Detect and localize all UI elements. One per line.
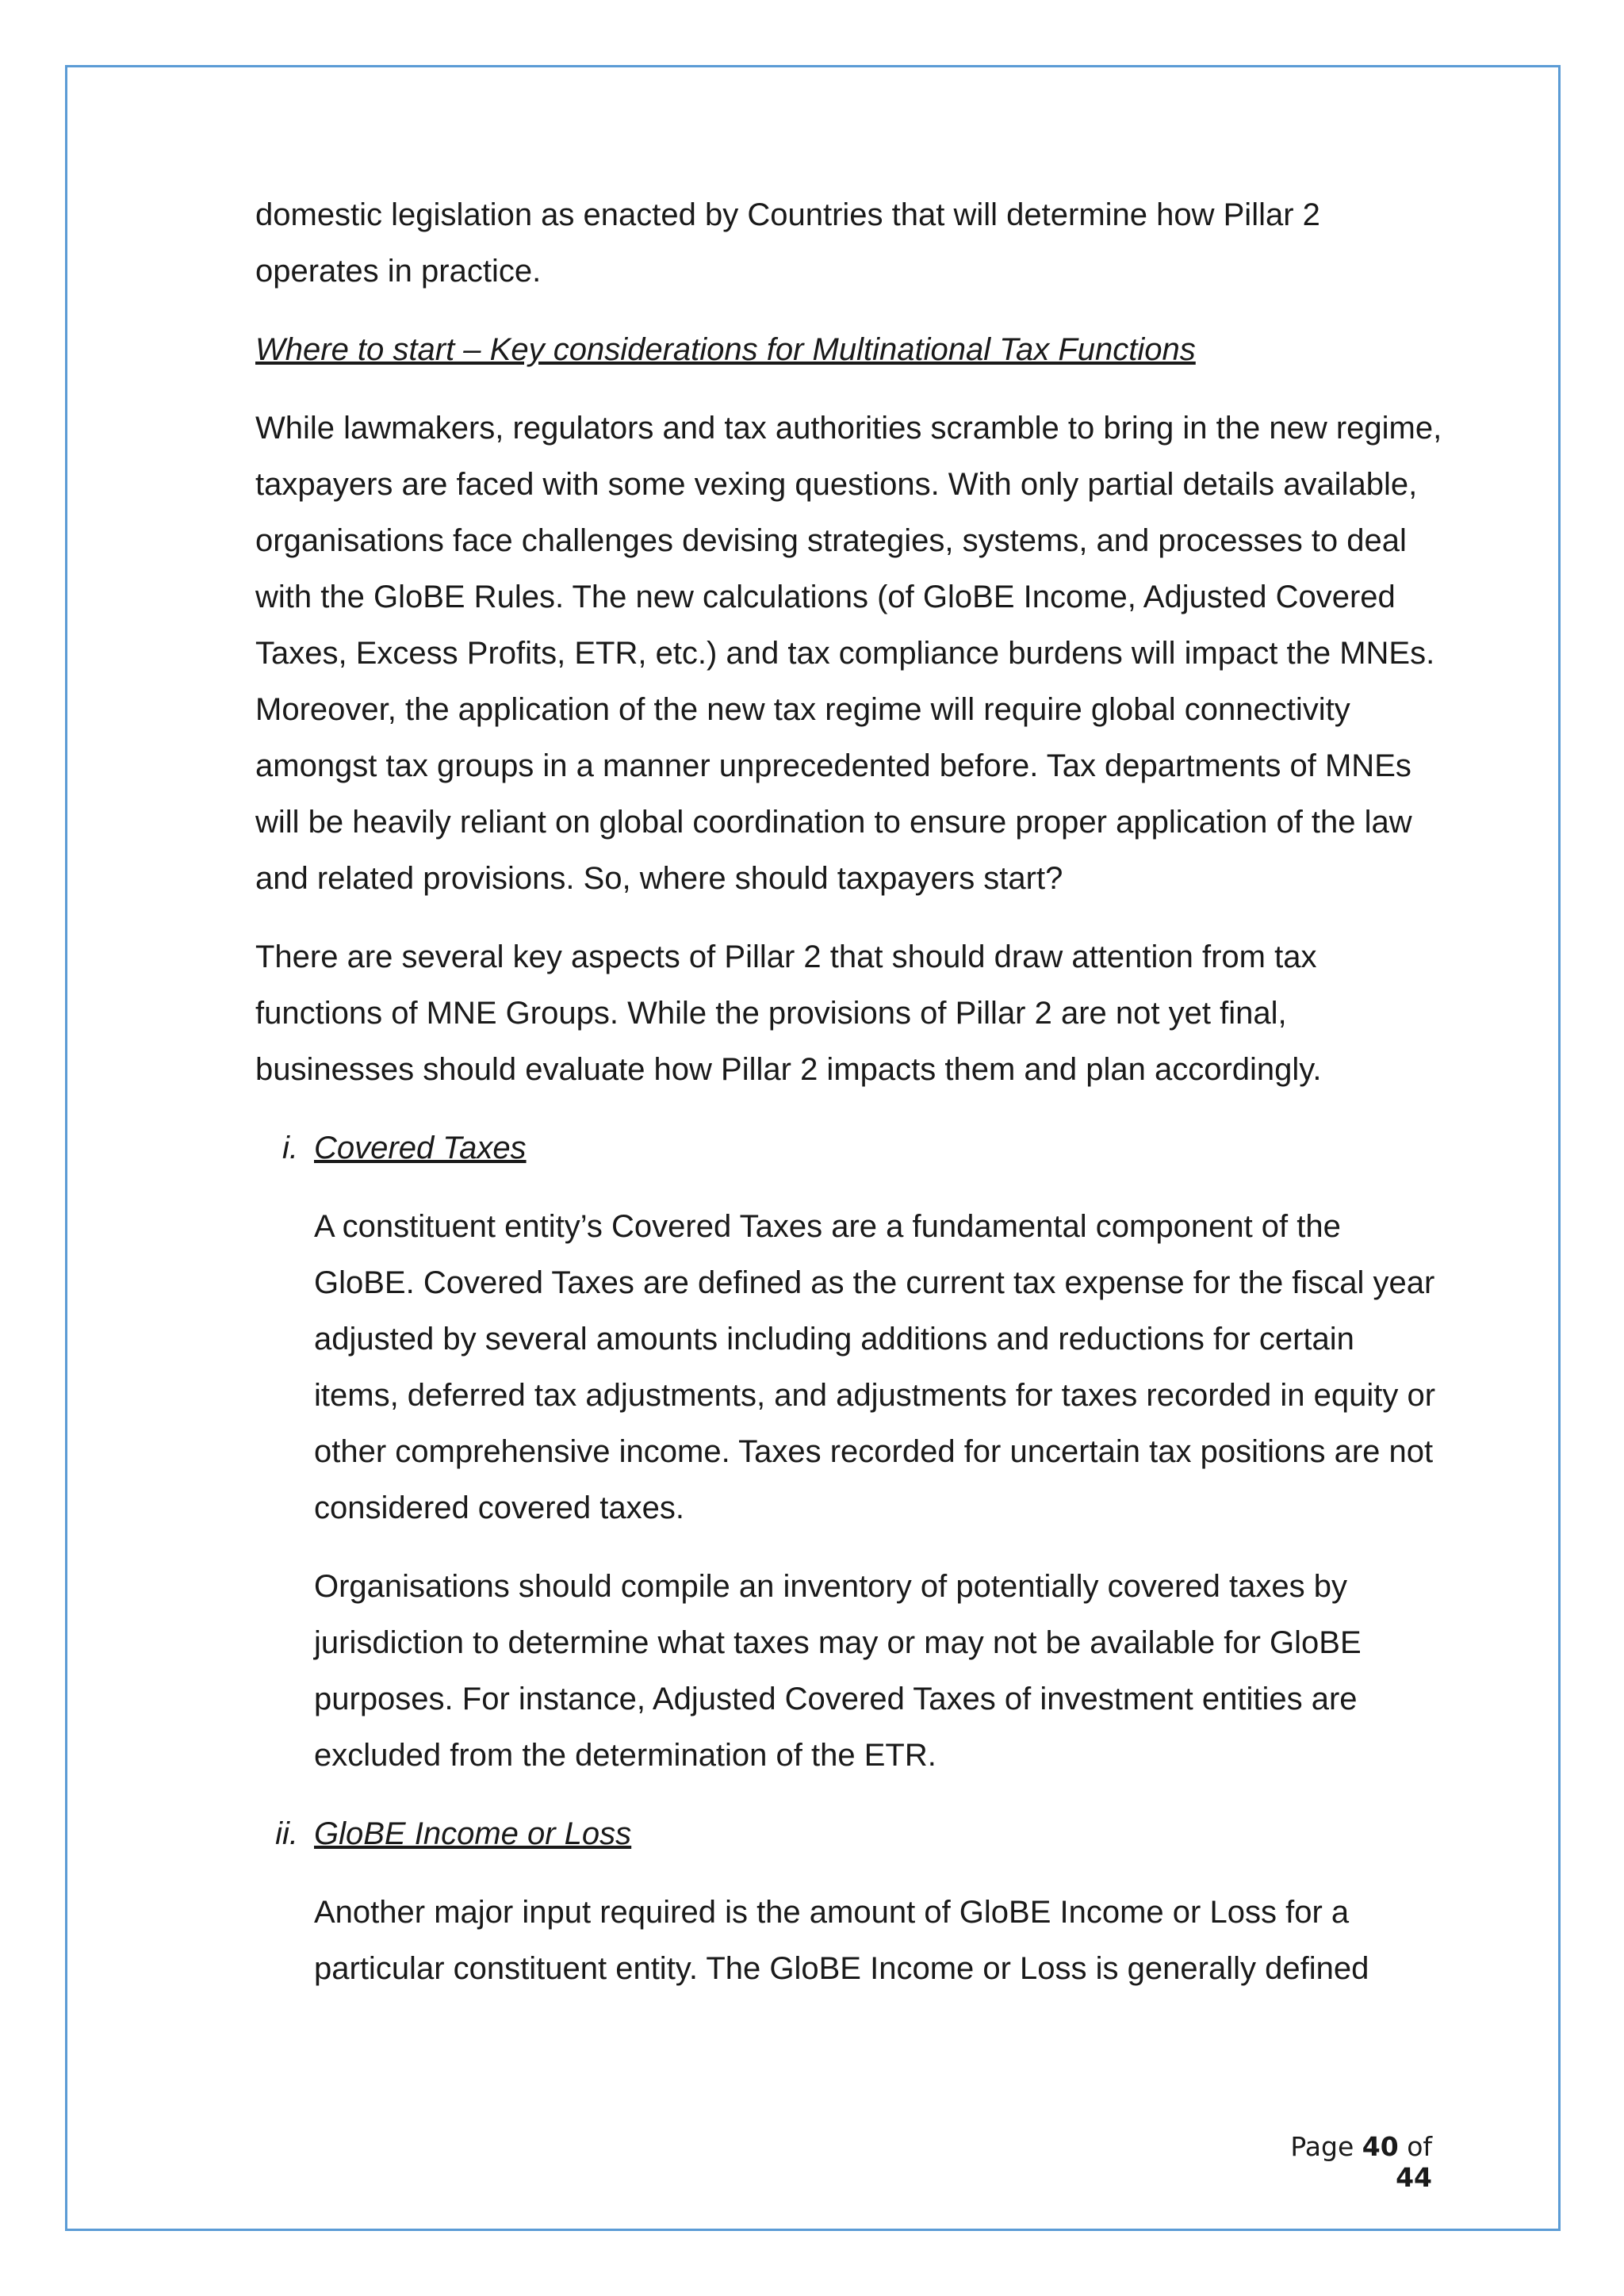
list-item-title: GloBE Income or Loss: [314, 1816, 632, 1851]
list-item-title: Covered Taxes: [314, 1131, 527, 1165]
paragraph: A constituent entity’s Covered Taxes are a fundamental component of the GloBE. Covered Taxes are defined as the current tax expense for the fiscal year adjusted by several amounts including additions and reductions for certain items, deferred tax adjustments, and adjustments for taxes recorded in equity or other comprehensive income. Taxes recorded for uncertain tax positions are not considered covered taxes.: [314, 1209, 1436, 1525]
paragraph: Another major input required is the amount of GloBE Income or Loss for a particular constituent entity. The GloBE Income or Loss is generally defined: [314, 1895, 1369, 1986]
page-of: of: [1407, 2131, 1432, 2162]
list-marker: i.: [282, 1131, 298, 1165]
page-number: [1267, 2131, 1432, 2193]
document-body: [255, 187, 1445, 2019]
page-prefix: Page: [1290, 2131, 1354, 2162]
list-item-globe-income: [275, 1806, 1445, 1862]
section-heading: Where to start – Key considerations for Multinational Tax Functions: [255, 332, 1196, 367]
paragraph-continued: domestic legislation as enacted by Countries that will determine how Pillar 2 operates in practice.: [255, 197, 1320, 289]
page-total: 44: [1396, 2162, 1432, 2193]
paragraph: Organisations should compile an inventory of potentially covered taxes by jurisdiction to determine what taxes may or may not be available for GloBE purposes. For instance, Adjusted Covered Taxes of investment entities are excluded from the determination of the ETR.: [314, 1569, 1362, 1773]
paragraph: While lawmakers, regulators and tax authorities scramble to bring in the new regime, taxpayers are faced with some vexing questions. With only partial details available, organisations face challenges devising strategies, systems, and processes to deal with the GloBE Rules. The new calculations (of GloBE Income, Adjusted Covered Taxes, Excess Profits, ETR, etc.) and tax compliance burdens will impact the MNEs. Moreover, the application of the new tax regime will require global connectivity amongst tax groups in a manner unprecedented before. Tax departments of MNEs will be heavily reliant on global coordination to ensure proper application of the law and related provisions. So, where should taxpayers start?: [255, 411, 1442, 896]
paragraph: There are several key aspects of Pillar 2 that should draw attention from tax functions of MNE Groups. While the provisions of Pillar 2 are not yet final, businesses should evaluate how Pillar 2 impacts them and plan accordingly.: [255, 939, 1322, 1087]
list-item-covered-taxes: [282, 1120, 1445, 1177]
list-marker: ii.: [275, 1816, 298, 1851]
page-current: 40: [1362, 2131, 1399, 2162]
